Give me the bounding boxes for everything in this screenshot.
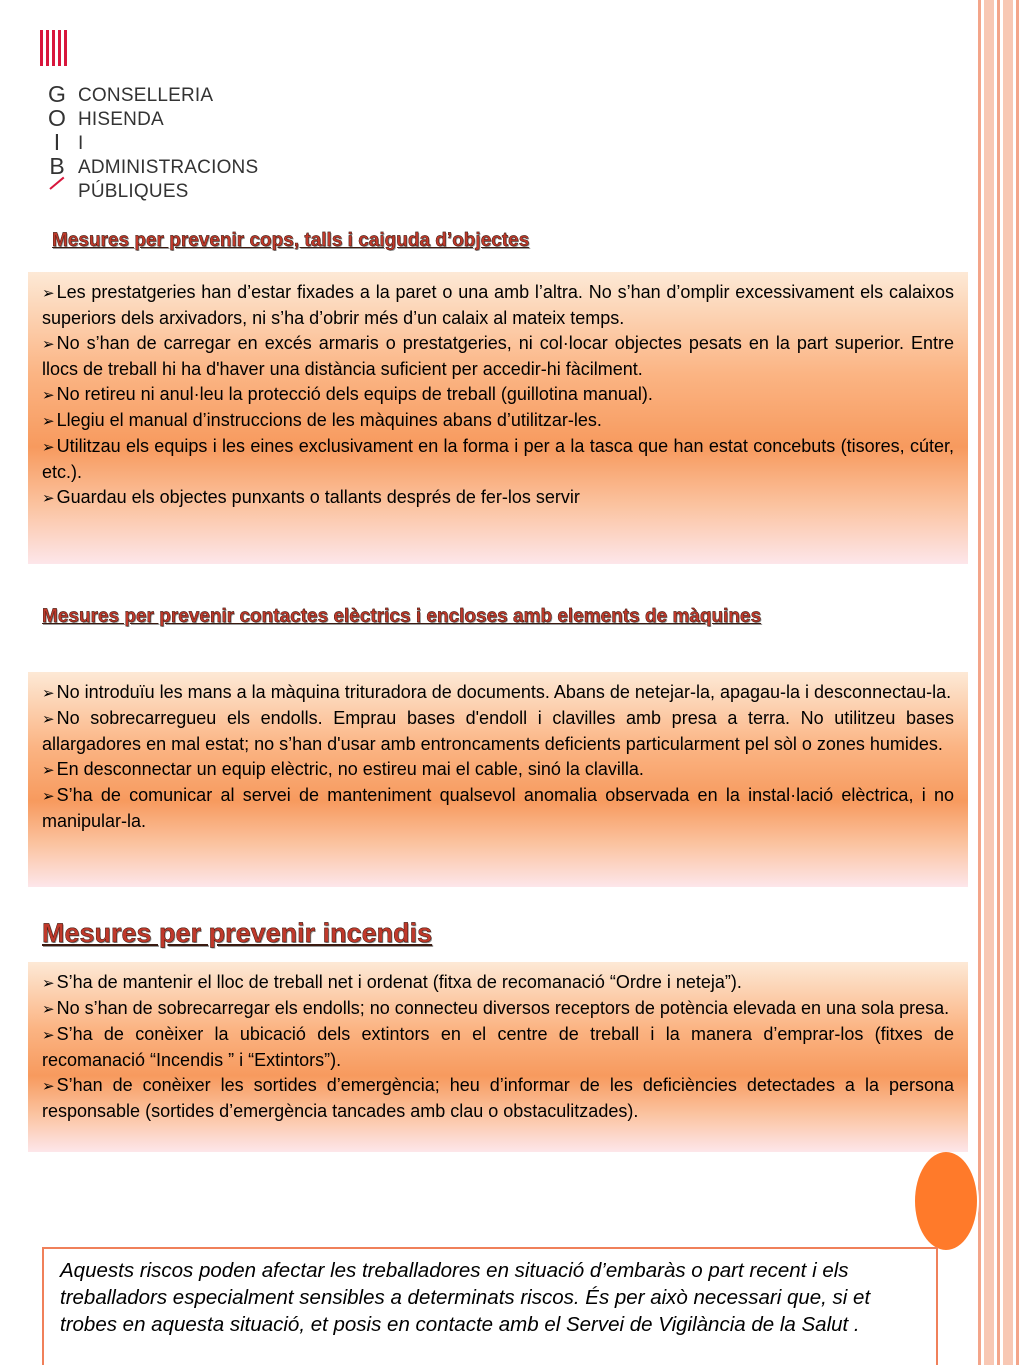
decor-stripe — [997, 0, 1000, 1365]
arrow-bullet-icon: ➢ — [42, 1078, 55, 1095]
item-text: No sobrecarregueu els endolls. Emprau bases d'endoll i clavilles amb presa a terra. No utilitzeu bases allargadores en mal estat; no s’han d'usar amb entroncaments deficients particularment pel sòl o zones humides. — [42, 708, 954, 754]
decor-stripe — [984, 0, 994, 1365]
list-item — [42, 680, 954, 706]
logo-letter: G — [48, 81, 66, 107]
department-line: HISENDA — [78, 109, 164, 130]
item-text: Guardau els objectes punxants o tallants després de fer-los servir — [56, 487, 580, 507]
list-item — [42, 485, 954, 511]
logo-letter: O — [48, 105, 66, 131]
item-text: No retireu ni anul·leu la protecció dels equips de treball (guillotina manual). — [56, 384, 653, 404]
department-line: CONSELLERIA — [78, 85, 214, 106]
department-line: I ADMINISTRACIONS — [78, 133, 259, 178]
department-name — [78, 84, 258, 204]
logo-letters — [46, 82, 68, 178]
list-item — [42, 280, 954, 331]
logo-letter: I — [53, 129, 61, 155]
list-item — [42, 757, 954, 783]
item-text: No introduïu les mans a la màquina trituradora de documents. Abans de netejar-la, apagau-la i desconnectau-la. — [56, 682, 952, 702]
item-text: S’ha de comunicar al servei de manteniment qualsevol anomalia observada en la instal·lació elèctrica, i no manipular-la. — [42, 785, 954, 831]
arrow-bullet-icon: ➢ — [42, 711, 55, 728]
logo-letter: B — [49, 153, 65, 179]
department-line: PÚBLIQUES — [78, 181, 189, 202]
item-text: Llegiu el manual d’instruccions de les màquines abans d’utilitzar-les. — [56, 410, 602, 430]
arrow-bullet-icon: ➢ — [42, 336, 55, 353]
arrow-bullet-icon: ➢ — [42, 788, 55, 805]
item-text: No s’han de sobrecarregar els endolls; no connecteu diversos receptors de potència elevada en una sola presa. — [56, 998, 950, 1018]
item-text: Utilitzau els equips i les eines exclusivament en la forma i per a la tasca que han estat concebuts (tisores, cúter, etc.). — [42, 436, 954, 482]
item-text: S’han de conèixer les sortides d’emergència; heu d’informar de les deficiències detectades a la persona responsable (sortides d’emergència tancades amb clau o obstaculitzades). — [42, 1075, 954, 1121]
decor-stripe — [1003, 0, 1013, 1365]
item-text: Les prestatgeries han d’estar fixades a la paret o una amb l’altra. No s’han d’omplir excessivament els calaixos superiors dels arxivadors, ni s’ha d’obrir més d’un calaix al mateix temps. — [42, 282, 954, 328]
section-heading-electric: Mesures per prevenir contactes elèctrics i encloses amb elements de màquines — [42, 606, 762, 627]
item-text: S’ha de conèixer la ubicació dels extintors en el centre de treball i la manera d’emprar-los (fitxes de recomanació “Incendis ” i “Extintors”). — [42, 1024, 954, 1070]
arrow-bullet-icon: ➢ — [42, 387, 55, 404]
section-box-cops — [28, 272, 968, 564]
list-item — [42, 783, 954, 834]
list-item — [42, 434, 954, 485]
item-text: En desconnectar un equip elèctric, no estireu mai el cable, sinó la clavilla. — [56, 759, 644, 779]
arrow-bullet-icon: ➢ — [42, 975, 55, 992]
decor-stripe — [1016, 0, 1019, 1365]
arrow-bullet-icon: ➢ — [42, 413, 55, 430]
section-heading-fire: Mesures per prevenir incendis — [42, 918, 433, 948]
logo-bars-icon — [40, 26, 68, 66]
section-box-electric — [28, 672, 968, 887]
item-text: No s’han de carregar en excés armaris o prestatgeries, ni col·locar objectes pesats en la part superior. Entre llocs de treball hi ha d'haver una distància suficient per accedir-hi fàcilment. — [42, 333, 954, 379]
arrow-bullet-icon: ➢ — [42, 285, 55, 302]
measures-list — [28, 962, 968, 1124]
arrow-bullet-icon: ➢ — [42, 685, 55, 702]
section-box-fire — [28, 962, 968, 1152]
list-item — [42, 1073, 954, 1124]
list-item — [42, 408, 954, 434]
arrow-bullet-icon: ➢ — [42, 1027, 55, 1044]
list-item — [42, 706, 954, 757]
health-surveillance-note — [42, 1247, 938, 1365]
note-text: Aquests riscos poden afectar les treballadores en situació d’embaràs o part recent i els treballadors especialment sensibles a determinats riscos. És per això necessari que, si et trobes en aquesta situació, et posis en contacte amb el Servei de Vigilància de la Salut . — [60, 1259, 871, 1336]
list-item — [42, 970, 954, 996]
item-text: S’ha de mantenir el lloc de treball net i ordenat (fitxa de recomanació “Ordre i neteja”). — [56, 972, 742, 992]
measures-list — [28, 672, 968, 834]
list-item — [42, 996, 954, 1022]
arrow-bullet-icon: ➢ — [42, 1001, 55, 1018]
list-item — [42, 331, 954, 382]
decor-stripe — [978, 0, 981, 1365]
section-heading-cops: Mesures per prevenir cops, talls i caiguda d’objectes — [52, 230, 530, 251]
measures-list — [28, 272, 968, 511]
arrow-bullet-icon: ➢ — [42, 490, 55, 507]
list-item — [42, 382, 954, 408]
arrow-bullet-icon: ➢ — [42, 439, 55, 456]
arrow-bullet-icon: ➢ — [42, 762, 55, 779]
decor-circle — [913, 1150, 979, 1252]
list-item — [42, 1022, 954, 1073]
